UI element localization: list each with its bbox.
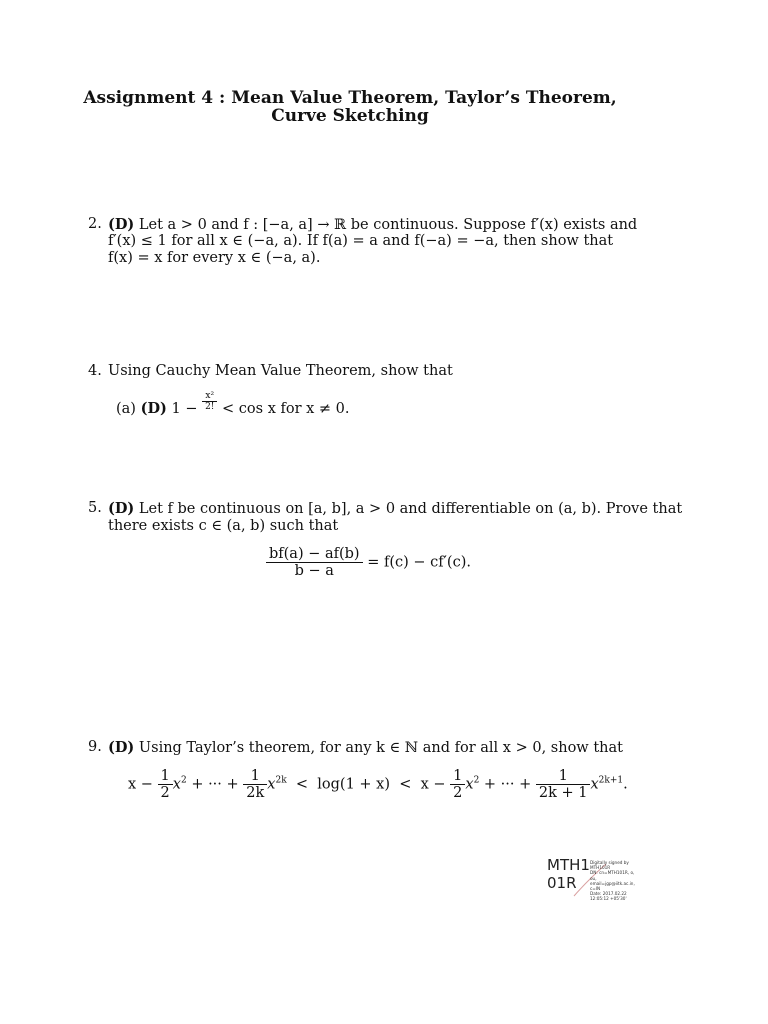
page-title-line1: Assignment 4 : Mean Value Theorem, Taylor’s Theorem,	[83, 88, 617, 108]
exponent: 2k+1	[598, 775, 624, 786]
problem-9-inequality	[128, 768, 628, 801]
problem-2-line1	[108, 216, 637, 233]
var-x: x	[172, 776, 181, 793]
fraction-denominator: 2k	[246, 785, 265, 801]
ineq-left-start: x −	[128, 776, 153, 793]
left-last-fraction	[243, 768, 267, 801]
problem-text: Let f be continuous on [a, b], a > 0 and differentiable on (a, b). Prove that	[138, 501, 683, 517]
var-x: x	[590, 776, 599, 793]
less-than-1: <	[295, 776, 309, 793]
fraction-denominator: b − a	[294, 563, 334, 579]
exponent: 2	[473, 775, 480, 786]
problem-9-number: 9.	[88, 739, 102, 755]
signature-details	[590, 860, 640, 902]
fraction-denominator: 2	[453, 785, 463, 801]
signature-detail-line: c=IN	[590, 886, 601, 892]
expr-prefix: 1 −	[171, 401, 198, 417]
ineq-mid: + ··· +	[483, 776, 532, 793]
signature-detail-line: 12:05:12 +05'30'	[590, 896, 627, 902]
less-than-2: <	[399, 776, 412, 793]
problem-5-number: 5.	[88, 500, 102, 516]
page-title-line2: Curve Sketching	[271, 106, 429, 126]
problem-5-equation	[266, 546, 471, 579]
difficulty-tag: (D)	[108, 216, 135, 233]
expr-suffix: < cos x for x ≠ 0.	[222, 401, 350, 417]
exponent: 2k	[275, 775, 287, 786]
equation-rhs: = f(c) − cf′(c).	[367, 554, 471, 571]
fraction-denominator: 2k + 1	[538, 785, 588, 801]
subpart-label: (a)	[116, 401, 136, 417]
var-x: x	[465, 776, 474, 793]
problem-9-line1	[108, 739, 623, 756]
half-fraction	[158, 768, 173, 801]
difficulty-tag: (D)	[140, 400, 167, 417]
half-fraction	[450, 768, 465, 801]
ineq-end: .	[623, 776, 628, 793]
fraction-numerator: 1	[243, 768, 267, 785]
fraction-numerator: bf(a) − af(b)	[266, 546, 363, 563]
right-last-fraction	[536, 768, 591, 801]
problem-5-line1	[108, 500, 682, 517]
exponent: 2	[180, 775, 187, 786]
problem-2-line3: f(x) = x for every x ∈ (−a, a).	[108, 250, 321, 266]
ineq-right-start: x −	[420, 776, 446, 793]
problem-2-number: 2.	[88, 216, 102, 232]
problem-4-line1: Using Cauchy Mean Value Theorem, show that	[108, 363, 453, 379]
fraction-numerator: 1	[158, 768, 173, 785]
problem-4a	[116, 391, 350, 417]
signature-name-line2: 01R	[547, 874, 577, 892]
fraction-numerator: x²	[202, 391, 217, 402]
ineq-mid: + ··· +	[191, 776, 239, 793]
fraction-numerator: 1	[536, 768, 591, 785]
signature-detail-line: DN: cn=MTH101R, o,	[590, 870, 635, 876]
difficulty-tag: (D)	[108, 739, 135, 756]
small-fraction	[202, 391, 217, 412]
problem-text: Using Taylor’s theorem, for any k ∈ ℕ and for all x > 0, show that	[138, 740, 623, 756]
signature-detail-line: MTH101R	[590, 865, 611, 871]
var-x: x	[267, 776, 276, 793]
problem-5-line2: there exists c ∈ (a, b) such that	[108, 518, 339, 534]
problem-4-number: 4.	[88, 363, 102, 379]
fraction-denominator: 2!	[205, 402, 215, 412]
equation-fraction	[266, 546, 363, 579]
problem-2-line2: f′(x) ≤ 1 for all x ∈ (−a, a). If f(a) = a and f(−a) = −a, then show that	[108, 233, 614, 249]
fraction-numerator: 1	[450, 768, 465, 785]
fraction-denominator: 2	[160, 785, 170, 801]
difficulty-tag: (D)	[108, 500, 135, 517]
problem-text: Let a > 0 and f : [−a, a] → ℝ be continuous. Suppose f′(x) exists and	[138, 217, 638, 233]
signature-detail-line: ou, email=jgp@iitk.ac.in,	[590, 875, 635, 886]
signature-name-line1: MTH1	[547, 856, 590, 874]
signature-detail-line: Digitally signed by	[590, 860, 629, 865]
ineq-center: log(1 + x)	[317, 776, 390, 793]
signature-detail-line: Date: 2017.02.22	[590, 891, 627, 897]
